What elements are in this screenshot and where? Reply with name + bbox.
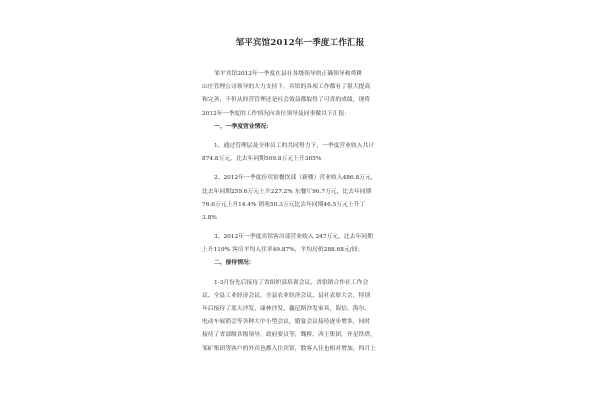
paragraph-line: 议、全县工业经济会议、全县农业经济会议、县社表彰大会，特别 — [202, 292, 371, 299]
document-title: 邹平宾馆2012年一季度工作汇报 — [235, 38, 365, 48]
paragraph-line: 邹矿集团等客户的外宾也都入住宾馆，散客入住也相对增加，四月上 — [202, 345, 376, 352]
revenue-item-2 — [202, 172, 432, 225]
reception-paragraph — [202, 277, 432, 356]
paragraph-line: 76.6万元上升14.4% 销苑50.3万元比去年同期46.5万元上升了 — [202, 201, 366, 208]
document-body — [202, 68, 432, 356]
paragraph-line: 874.8万元，比去年同期509.8万元上升365% — [202, 156, 322, 163]
paragraph-line: 接待了省部级各级领导，政府要员等，魏桥、西王集团，齐星铁塔， — [202, 332, 376, 339]
paragraph-line: 比去年同期259.6万元上升227.2% 东餐厅90.7万元，比去年同期 — [202, 188, 372, 195]
paragraph-line: 3、2012年一季度宾馆客房部营业收入 247万元，比去年同期 — [214, 234, 373, 241]
intro-line: 2012年一季度的工作情况向各位领导及同事做以下汇报： — [202, 110, 351, 117]
paragraph-line: 2、2012年一季度份宾馆餐饮部（新楼）营业收入486.8万元， — [214, 175, 377, 182]
paragraph-line: 1-3月份先后接待了省组织部培训会议、省供销合作社工作会 — [214, 279, 369, 286]
intro-line: 山庄管理公司领导的大力支持下，宾馆的各项工作都有了很大提高 — [202, 84, 371, 91]
paragraph-line: 年后接待了蓝天沙发、康林沙发、鑫尼斯沙发家具，海信、海尔、 — [202, 306, 371, 312]
intro-line: 和完善，不但从经营管理还是社会效益都取得了可喜的成绩，现将 — [202, 97, 371, 104]
section-heading-reception: 二、接待情况： — [214, 260, 255, 267]
revenue-item-3 — [202, 231, 432, 257]
paragraph-line: 3.8% — [202, 214, 217, 221]
paragraph-line: 电动车展销会等各种大中小型会议，婚宴会议接待逐步增多，同时 — [202, 319, 371, 326]
intro-paragraph — [202, 68, 432, 121]
revenue-item-1 — [202, 140, 432, 166]
paragraph-line: 1、通过管理层及全体员工的共同努力下，一季度营业收入共计 — [214, 142, 375, 149]
paragraph-line: 上升119% 客房平均入住率49.87%，平均房价288.68元/间； — [202, 247, 364, 254]
intro-line: 邹平宾馆2012年一季度在县社各级领导的正确领导和舜耕 — [214, 71, 363, 77]
section-heading-revenue: 一、一季度营业情况： — [214, 123, 272, 130]
